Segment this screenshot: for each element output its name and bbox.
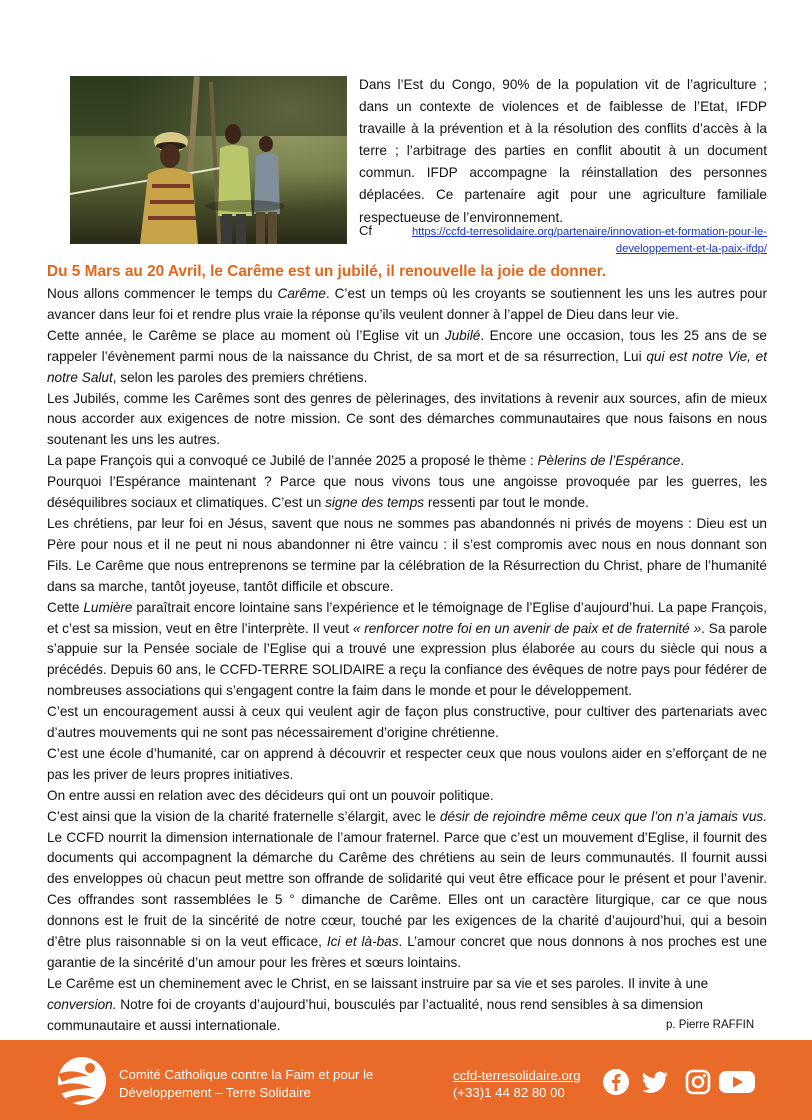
text-run: . L’amour concret que nous donnons à nos proches est une garantie de la sincérité d’un amour pour les frères et sœurs lointains. — [47, 934, 767, 970]
intro-paragraph: Dans l’Est du Congo, 90% de la population vit de l’agriculture ; dans un contexte de violences et de faiblesse de l’Etat, IFDP travaille à la prévention et à la résolution des conflits d’accès à la terre ; l’arbitrage des parties en conflit aboutit à un document commun. IFDP accompagne la réinstallation des personnes déplacées. Ce partenaire agit pour une agriculture familiale respectueuse de l’environnement. — [359, 77, 767, 225]
organisation-line-1: Comité Catholique contre la Faim et pour le — [119, 1067, 374, 1082]
italic-text: désir de rejoindre même ceux que l’on n’a jamais vus. — [439, 808, 767, 824]
text-run: . Encore une occasion, tous les 25 ans de se rappeler l’évènement parmi nous de la naissance du Christ, de sa mort et de sa résurrection, Lui — [47, 327, 767, 364]
text-run: Le Carême est un cheminement avec le Christ, en se laissant instruire par sa vie et ses paroles. Il invite à une — [47, 975, 709, 991]
text-run: La pape François qui a convoqué ce Jubilé de l’année 2025 a proposé le thème : — [47, 453, 538, 469]
text-run: Notre foi de croyants d’aujourd’hui, bousculés par l’actualité, nous rend sensibles à sa dimension communautaire et aussi internationale. — [47, 996, 703, 1033]
article-body — [47, 284, 767, 1037]
article-paragraph — [47, 451, 767, 472]
text-run: Cette — [47, 599, 84, 615]
ccfd-logo-icon — [52, 1054, 108, 1108]
text-run: , selon les paroles des premiers chrétiens. — [112, 369, 368, 385]
photo-farmers — [70, 76, 347, 244]
text-run: paraîtrait encore lointaine sans l’expérience et le témoignage de l’Eglise d’aujourd’hui. La pape François, et c’est sa mission, veut en être l’interprète. Il veut — [47, 599, 767, 636]
text-run: . Sa parole s’appuie sur la Pensée sociale de l’Eglise qui a trouvé une expression plus élaborée au cours du siècle qui nous a précédés. Depuis 60 ans, le CCFD-TERRE SOLIDAIRE a reçu la confiance des évêques de notre pays pour fédérer de nombreuses associations qui s’engagent contre la faim dans le monde et pour le développement. — [47, 620, 768, 699]
text-run: On entre aussi en relation avec des décideurs qui ont un pouvoir politique. — [47, 787, 494, 803]
text-run: . C’est un temps où les croyants se soutiennent les uns les autres pour avancer dans leur foi et rendre plus vraie la réponse qu’ils veulent donner à l’appel de Dieu dans leur vie. — [47, 286, 768, 322]
text-run: Les Jubilés, comme les Carêmes sont des genres de pèlerinages, des invitations à revenir aux sources, afin de mieux nous accorder aux exigences de notre mission. Ce sont des démarches communautaires que nous faisons en nous soutenant les uns les autres. — [47, 390, 767, 448]
article-paragraph — [47, 598, 767, 703]
text-run: Cette année, le Carême se place au moment où l’Eglise vit un — [47, 327, 445, 343]
text-run: C’est ainsi que la vision de la charité fraternelle s’élargit, avec le — [47, 808, 440, 824]
photo-farmers-image — [70, 76, 347, 244]
article-paragraph — [47, 326, 767, 389]
article-paragraph — [47, 389, 767, 452]
italic-text: Jubilé — [444, 327, 481, 343]
italic-text: Ici et là-bas — [326, 934, 399, 950]
organisation-line-2: Développement – Terre Solidaire — [119, 1085, 311, 1100]
facebook-icon[interactable] — [602, 1068, 630, 1101]
article-paragraph — [47, 472, 767, 514]
italic-text: Pèlerins de l’Espérance — [537, 453, 681, 469]
article-paragraph — [47, 807, 767, 974]
cf-label: Cf — [359, 223, 372, 238]
intro-section — [70, 74, 770, 262]
text-run: C’est un encouragement aussi à ceux qui veulent agir de façon plus constructive, pour cultiver des partenariats avec d’autres mouvements qui ne sont pas nécessairement d’origine chrétienne. — [47, 704, 767, 741]
italic-text: « renforcer notre foi en un avenir de paix et de fraternité » — [352, 620, 702, 636]
twitter-icon[interactable] — [640, 1068, 670, 1101]
youtube-icon[interactable] — [718, 1068, 756, 1101]
organisation-name — [119, 1066, 373, 1102]
text-run: C’est une école d’humanité, car on apprend à découvrir et respecter ceux que nous voulons aider en s’efforçant de ne pas les priver de leurs propres initiatives. — [47, 745, 767, 782]
text-run: Pourquoi l’Espérance maintenant ? Parce que nous vivons tous une angoisse provoquée par les guerres, les déséquilibres sociaux et climatiques. C’est un — [47, 474, 767, 511]
italic-text: conversion. — [47, 996, 117, 1012]
italic-text: qui est notre Vie, et notre Salut — [47, 348, 767, 385]
contact-block — [453, 1067, 581, 1101]
instagram-icon[interactable] — [684, 1068, 712, 1101]
phone-number: (+33)1 44 82 80 00 — [453, 1085, 565, 1100]
article-headline: Du 5 Mars au 20 Avril, le Carême est un jubilé, il renouvelle la joie de donner. — [47, 263, 607, 280]
partner-link[interactable]: https://ccfd-terresolidaire.org/partenaire/innovation-et-formation-pour-le-developpement-et-la-paix-ifdp/ — [411, 226, 767, 255]
article-paragraph — [47, 702, 767, 744]
article-paragraph — [47, 284, 767, 326]
footer — [0, 1040, 812, 1120]
text-run: . — [680, 453, 685, 469]
text-run: Le CCFD nourrit la dimension internationale de l’amour fraternel. Parce que c’est un mouvement d’Eglise, il fournit des documents qui accompagnent la démarche du Carême des chrétiens au sein de leurs communautés. Il fournit aussi des enveloppes où chacun peut mettre son offrande de solidarité qui veut être efficace pour le présent et pour l’avenir. Ces offrandes sont rassemblées le 5 ° dimanche de Carême. Elles ont un caractère liturgique, car ce que nous donnons est le fruit de la sincérité de notre cœur, touché par les exigences de la charité d’aujourd’hui, qui a besoin d’être plus raisonnable si on la veut efficace, — [47, 829, 767, 950]
article-paragraph — [47, 974, 767, 1037]
author-signature: p. Pierre RAFFIN — [666, 1019, 755, 1031]
article-paragraph — [47, 786, 767, 807]
article-paragraph — [47, 744, 767, 786]
italic-text: Lumière — [83, 599, 133, 615]
text-run: Les chrétiens, par leur foi en Jésus, savent que nous ne sommes pas abandonnés ni privés de moyens : Dieu est un Père pour nous et il ne peut ni nous abandonner ni être vaincu : il s’est compromis avec nous en nous donnant son Fils. Le Carême que nous entreprenons se termine par la célébration de la Résurrection du Christ, phare de l’humanité dans sa marche, tantôt joyeuse, tantôt difficile et obscure. — [47, 515, 767, 594]
text-run: Nous allons commencer le temps du — [47, 286, 278, 301]
text-run: ressenti par tout le monde. — [424, 495, 589, 511]
italic-text: Carême — [277, 286, 326, 301]
article-paragraph — [47, 514, 767, 598]
italic-text: signe des temps — [325, 495, 425, 511]
website-link[interactable]: ccfd-terresolidaire.org — [453, 1068, 581, 1083]
